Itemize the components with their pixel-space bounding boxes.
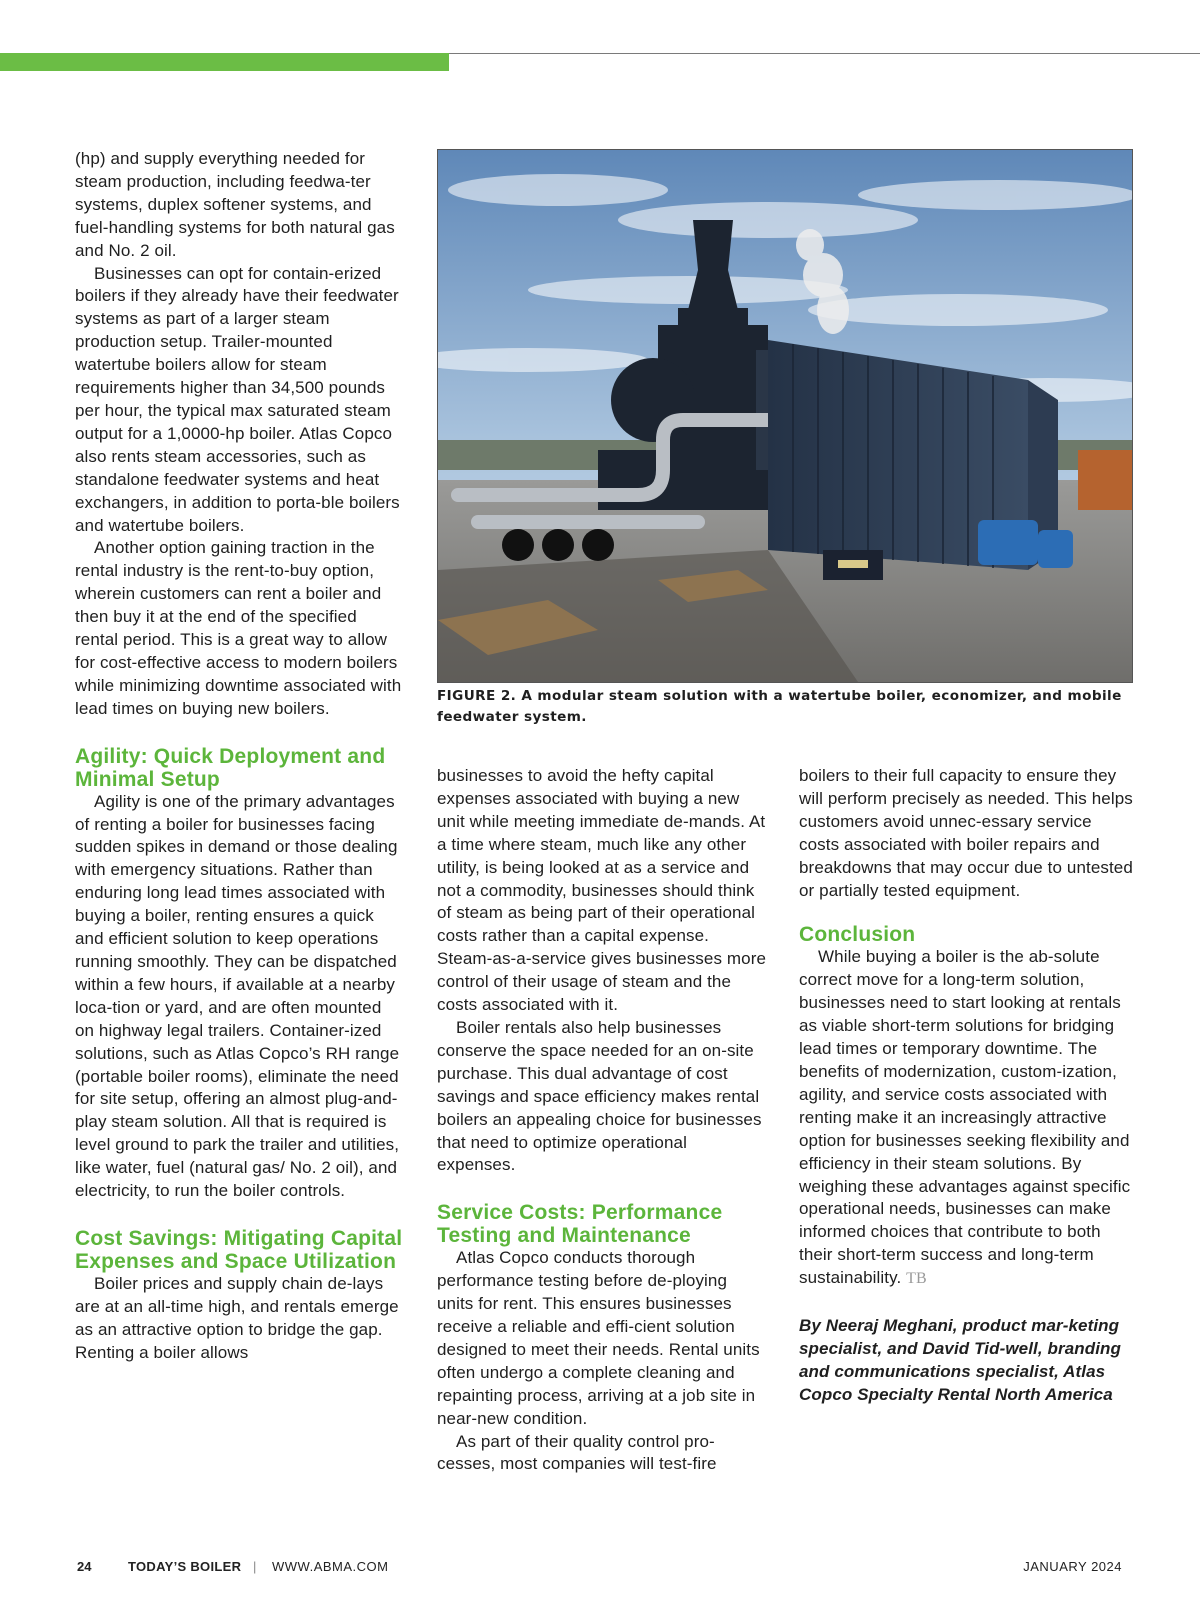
paragraph: Businesses can opt for contain-erized boilers if they already have their feedwater systems as part of a larger steam production setup. Trailer-mounted watertube boilers allow for steam requirements higher than 34,500 pounds per hour, the typical max saturated steam output for a 1,0000-hp boiler. Atlas Copco also rents steam accessories, such as standalone feedwater systems and heat exchangers, in addition to porta-ble boilers and watertube boilers. — [75, 263, 400, 535]
figure-caption: FIGURE 2. A modular steam solution with a watertube boiler, economizer, and mobile feedwater system. — [437, 688, 1122, 725]
heading-cost-savings: Cost Savings: Mitigating Capital Expenses and Space Utilization — [75, 1226, 403, 1273]
paragraph: businesses to avoid the hefty capital expenses associated with buying a new unit while meeting immediate de-mands. At a time where steam, much like any other utility, is being looked at as a service and not a commodity, businesses should think of steam as being part of their operational costs rather than a capital expense. Steam-as-a-service gives businesses more control of their usage of steam and the costs associated with it. — [437, 766, 767, 1015]
website-link[interactable]: WWW.ABMA.COM — [272, 1559, 389, 1574]
author-byline: By Neeraj Meghani, product mar-keting specialist, and David Tid-well, branding and communications specialist, Atlas Copco Specialty Rental North America — [799, 1316, 1122, 1404]
steam-unit-illustration — [438, 150, 1132, 682]
heading-service-costs: Service Costs: Performance Testing and Maintenance — [437, 1201, 723, 1248]
paragraph — [799, 946, 1135, 1291]
article-column-1 — [75, 148, 403, 1365]
end-mark: TB — [906, 1270, 927, 1288]
page-number: 24 — [77, 1559, 92, 1574]
paragraph: boilers to their full capacity to ensure they will perform precisely as needed. This helps customers avoid unnec-essary service costs associated with boiler repairs and breakdowns that may occur due to untested or partially tested equipment. — [799, 766, 1133, 900]
paragraph: Agility is one of the primary advantages of renting a boiler for businesses facing sudden spikes in demand or those dealing with emergency situations. Rather than enduring long lead times associated with buying a boiler, renting ensures a quick and efficient solution to keep operations running smoothly. They can be dispatched within a few hours, if available at a nearby loca-tion or yard, and are often mounted on highway legal trailers. Container-ized solutions, such as Atlas Copco’s RH range (portable boiler rooms), eliminate the need for site setup, offering an almost plug-and-play steam solution. All that is required is level ground to park the trailer and utilities, like water, fuel (natural gas/ No. 2 oil), and electricity, to run the boiler controls. — [75, 791, 400, 1201]
paragraph: (hp) and supply everything needed for steam production, including feedwa-ter systems, duplex softener systems, and fuel-handling systems for both natural gas and No. 2 oil. — [75, 149, 395, 260]
footer-separator: | — [253, 1559, 257, 1574]
issue-date: JANUARY 2024 — [1023, 1559, 1122, 1574]
top-accent-bar — [0, 53, 449, 71]
figure-photo — [437, 149, 1133, 683]
heading-agility: Agility: Quick Deployment and Minimal Setup — [75, 744, 386, 791]
paragraph: Another option gaining traction in the rental industry is the rent-to-buy option, wherein customers can rent a boiler and then buy it at the end of the specified rental period. This is a great way to allow for cost-effective access to modern boilers while minimizing downtime associated with lead times on buying new boilers. — [75, 538, 402, 718]
paragraph: As part of their quality control pro-cesses, most companies will test-fire — [437, 1431, 717, 1474]
conclusion-text: While buying a boiler is the ab-solute correct move for a long-term solution, businesses need to start looking at rentals as viable short-term solutions for bridging lead times or temporary downtime. The benefits of modernization, custom-ization, agility, and service costs associated with renting make it an increasingly attractive option for businesses seeking flexibility and efficiency in their steam solutions. By weighing these advantages against specific operational needs, businesses can make informed choices that contribute to both their short-term success and long-term sustainability. — [799, 947, 1131, 1288]
paragraph: Boiler prices and supply chain de-lays are at an all-time high, and rentals emerge as an attractive option to bridge the gap. Renting a boiler allows — [75, 1273, 399, 1362]
magazine-name: TODAY’S BOILER — [128, 1559, 242, 1574]
heading-conclusion: Conclusion — [799, 923, 916, 947]
article-column-3 — [799, 765, 1135, 1407]
paragraph: Boiler rentals also help businesses conserve the space needed for an on-site purchase. This dual advantage of cost savings and space efficiency makes rental boilers an appealing choice for businesses that need to optimize operational expenses. — [437, 1017, 762, 1175]
article-column-2 — [437, 765, 767, 1476]
paragraph: Atlas Copco conducts thorough performance testing before de-ploying units for rent. This ensures businesses receive a reliable and effi-cient solution designed to meet their needs. Rental units often undergo a complete cleaning and repainting process, arriving at a job site in near-new condition. — [437, 1248, 760, 1428]
